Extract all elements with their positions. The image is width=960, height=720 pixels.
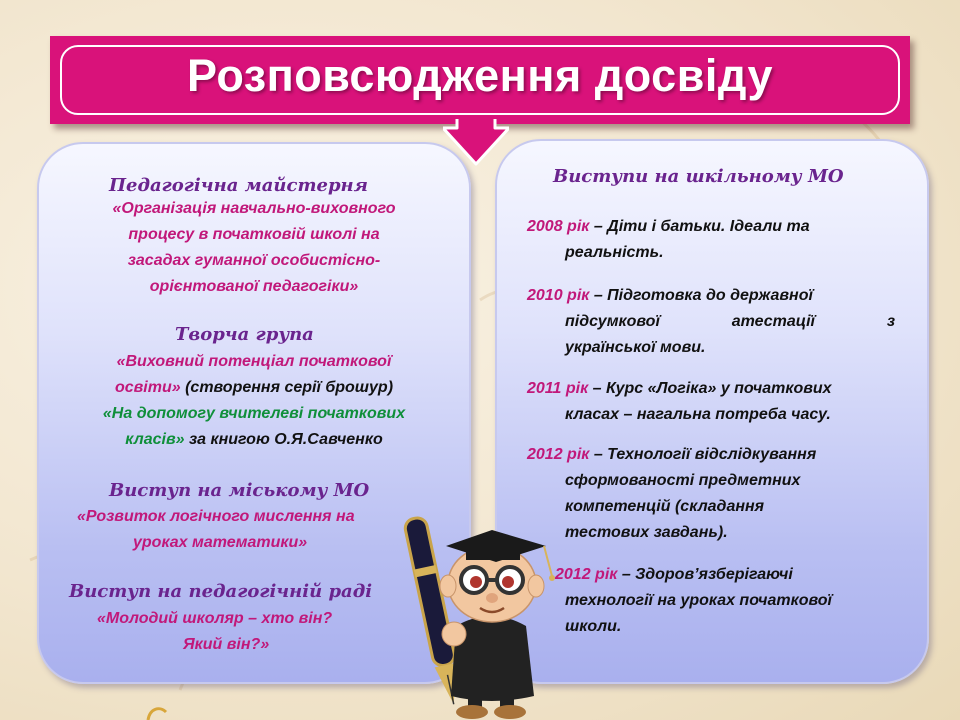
workshop-line-4: орієнтованої педагогіки»	[149, 278, 359, 295]
council-line-1: «Молодий школяр – хто він?	[97, 610, 333, 627]
entry-2010-year: 2010 рік	[527, 287, 590, 304]
group-line-2-title: освіти»	[114, 379, 181, 396]
entry-2011-year: 2011 рік	[527, 380, 589, 397]
heading-pedagogical-workshop: Педагогічна майстерня	[109, 175, 369, 196]
entry-2012b-line-1	[555, 566, 793, 584]
entry-2011-line-1	[527, 380, 832, 398]
group-line-3: «На допомогу вчителеві початкових	[102, 405, 406, 422]
entry-2010-line-2	[565, 313, 895, 331]
graduate-with-pen-icon	[396, 506, 566, 720]
entry-2012b-year: 2012 рік	[555, 566, 618, 583]
entry-2012a-line-1	[527, 446, 816, 464]
city-mo-line-1: «Розвиток логічного мислення на	[77, 508, 355, 525]
heading-creative-group: Творча група	[175, 324, 314, 345]
entry-2010-text: – Підготовка до державної	[589, 287, 813, 304]
entry-2012a-line-4: тестових завдань).	[565, 524, 728, 541]
group-line-4-title: класів»	[125, 431, 185, 448]
corner-ornament-icon	[146, 702, 168, 720]
slide-title: Розповсюдження досвіду	[186, 50, 774, 101]
entry-2010-word-1: підсумкової	[565, 313, 660, 330]
entry-2008-text: – Діти і батьки. Ідеали та	[589, 218, 810, 235]
group-line-4-note: за книгою О.Я.Савченко	[184, 431, 383, 448]
entry-2010-word-2: атестації	[731, 313, 815, 330]
group-line-2-note: (створення серії брошур)	[180, 379, 394, 396]
city-mo-line-2: уроках математики»	[133, 534, 308, 551]
workshop-line-1: «Організація навчально-виховного	[112, 200, 396, 217]
entry-2010-line-3: української мови.	[565, 339, 706, 356]
entry-2008-line-1	[527, 218, 897, 236]
entry-2010-word-3: з	[886, 313, 895, 330]
entry-2012a-text: – Технології відслідкування	[589, 446, 817, 463]
entry-2011-line-2: класах – нагальна потреба часу.	[565, 406, 831, 423]
title-banner	[50, 36, 910, 124]
entry-2012a-year: 2012 рік	[527, 446, 590, 463]
entry-2012b-line-2: технології на уроках початкової	[565, 592, 832, 609]
workshop-line-3: засадах гуманної особистісно-	[127, 252, 381, 269]
entry-2012b-line-3: школи.	[565, 618, 622, 635]
entry-2011-text: – Курс «Логіка» у початкових	[588, 380, 832, 397]
entry-2012a-line-2: сформованості предметних	[565, 472, 801, 489]
entry-2010-line-1	[527, 287, 813, 305]
workshop-line-2: процесу в початковій школі на	[128, 226, 380, 243]
entry-2008-year: 2008 рік	[527, 218, 590, 235]
heading-school-mo: Виступи на шкільному МО	[553, 166, 844, 187]
council-line-2: Який він?»	[183, 636, 270, 653]
entry-2008-line-2: реальність.	[565, 244, 664, 261]
heading-pedagogical-council: Виступ на педагогічній раді	[69, 581, 373, 602]
group-line-4	[39, 427, 469, 453]
entry-2012a-line-3: компетенцій (складання	[565, 498, 765, 515]
entry-2012b-text: – Здоров’язберігаючі	[617, 566, 793, 583]
group-line-2	[39, 375, 469, 401]
heading-city-mo: Виступ на міському МО	[109, 480, 370, 501]
group-line-1: «Виховний потенціал початкової	[116, 353, 392, 370]
